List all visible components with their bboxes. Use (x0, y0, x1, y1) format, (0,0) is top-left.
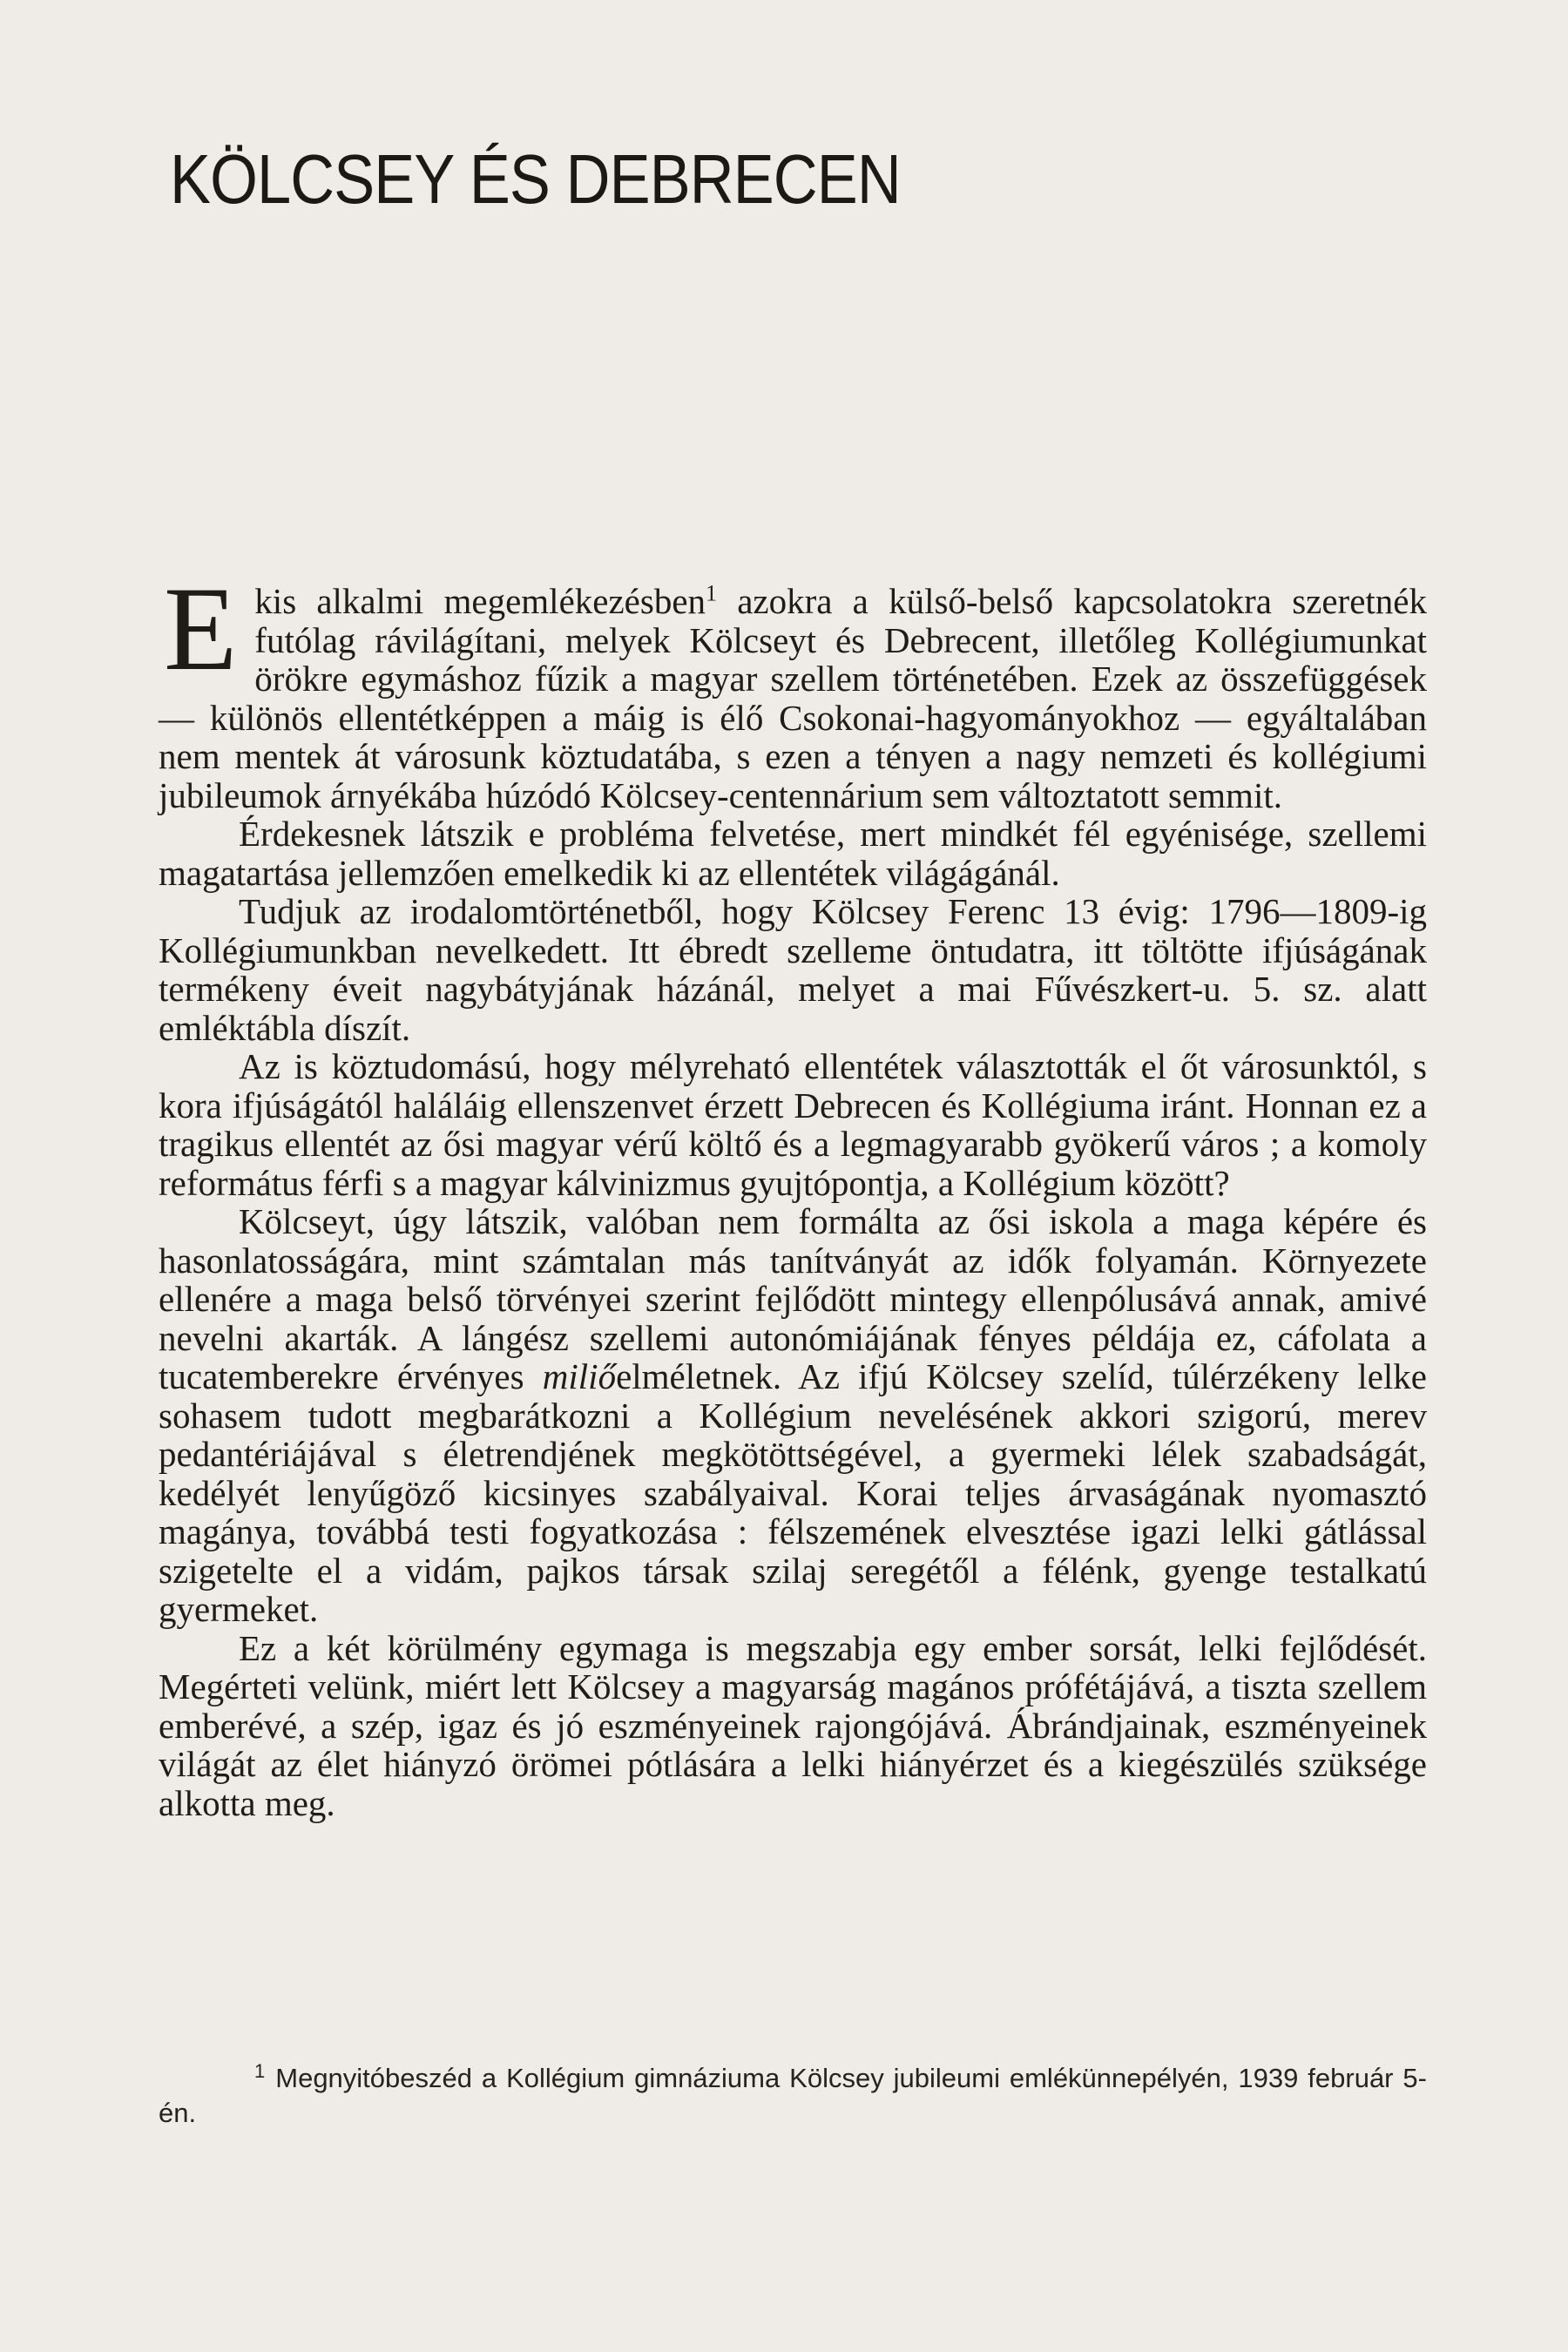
drop-cap: E (164, 562, 238, 695)
paragraph-6: Ez a két körülmény egymaga is megszabja egy ember sorsát, lelki fejlődését. Megérteti velünk, miért lett Kölcsey a magyarság magános prófétájává, a tiszta szellem emberévé, a szép, igaz és jó eszményeinek rajongójává. Ábrándjainak, eszményeinek világát az élet hiányzó örömei pótlására a lelki hiányérzet és a kiegészülés szüksége alkotta meg. (159, 1627, 1427, 1823)
paragraph-5 (159, 1202, 1427, 1629)
page-title: KÖLCSEY ÉS DEBRECEN (170, 140, 901, 218)
paragraph-5-start: Kölcseyt, úgy látszik, valóban nem formálta az ősi iskola a maga képére és hasonlatosságára, mint számtalan más tanítványát az idők folyamán. Környezete ellenére a maga belső törvényei szerint fejlődött mintegy ellenpólusává annak, amivé nevelni akarták. A lángész szellemi autonómiájának fényes példája ez, cáfolata a tucatemberekre érvényes (159, 1201, 1427, 1396)
footnote (159, 2061, 1427, 2131)
article-body (159, 562, 1427, 1823)
paragraph-5-rest: elméletnek. Az ifjú Kölcsey szelíd, túlérzékeny lelke sohasem tudott megbarátkozni a Kollégium nevelésének akkori szigorú, merev pedantériájával s életrendjének megkötöttségével, a gyermeki lélek szabadságát, kedélyét lenyűgöző kicsinyes szabályaival. Korai teljes árvaságának nyomasztó magánya, továbbá testi fogyatkozása : félszemének elvesztése igazi lelki gátlással szigetelte el a vidám, pajkos társak szilaj seregétől a félénk, gyenge testalkatú gyermeket. (159, 1356, 1427, 1629)
footnote-text-block (159, 2061, 1427, 2131)
italic-term: miliő (542, 1356, 617, 1396)
footnote-text: Megnyitóbeszéd a Kollégium gimnáziuma Kölcsey jubileumi emlékünnepélyén, 1939 február 5-én. (159, 2063, 1427, 2128)
footnote-number: 1 (254, 2059, 266, 2082)
paragraph-4: Az is köztudomású, hogy mélyreható ellentétek választották el őt városunktól, s kora ifjúságától haláláig ellenszenvet érzett Debrecen és Kollégiuma iránt. Honnan ez a tragikus ellentét az ősi magyar vérű költő és a legmagyarabb gyökerű város ; a komoly református férfi s a magyar kálvinizmus gyujtópontja, a Kollégium között? (159, 1046, 1427, 1203)
paragraph-3: Tudjuk az irodalomtörténetből, hogy Kölcsey Ferenc 13 évig: 1796—1809-ig Kollégiumunkban nevelkedett. Itt ébredt szelleme öntudatra, itt töltötte ifjúságának termékeny éveit nagybátyjának házánál, melyet a mai Fűvészkert-u. 5. sz. alatt emléktábla díszít. (159, 891, 1427, 1048)
paragraph-1-rest: azokra a külső-belső kapcsolatokra szeretnék futólag rávilágítani, melyek Kölcseyt és Debrecent, illetőleg Kollégiumunkat örökre egymáshoz fűzik a magyar szellem történetében. Ezek az összefüggések — különös ellentétképpen a máig is élő Csokonai-hagyományokhoz — egyáltalában nem mentek át városunk köztudatába, s ezen a tényen a nagy nemzeti és kollégiumi jubileumok árnyékába húzódó Kölcsey-centennárium sem változtatott semmit. (159, 581, 1427, 815)
paragraph-1-start: kis alkalmi megemlékezésben (254, 581, 706, 621)
paragraph-1 (159, 562, 1427, 815)
footnote-reference: 1 (706, 580, 718, 606)
paragraph-2: Érdekesnek látszik e probléma felvetése, mert mindkét fél egyénisége, szellemi magatartása jellemzően emelkedik ki az ellentétek világágánál. (159, 814, 1427, 893)
